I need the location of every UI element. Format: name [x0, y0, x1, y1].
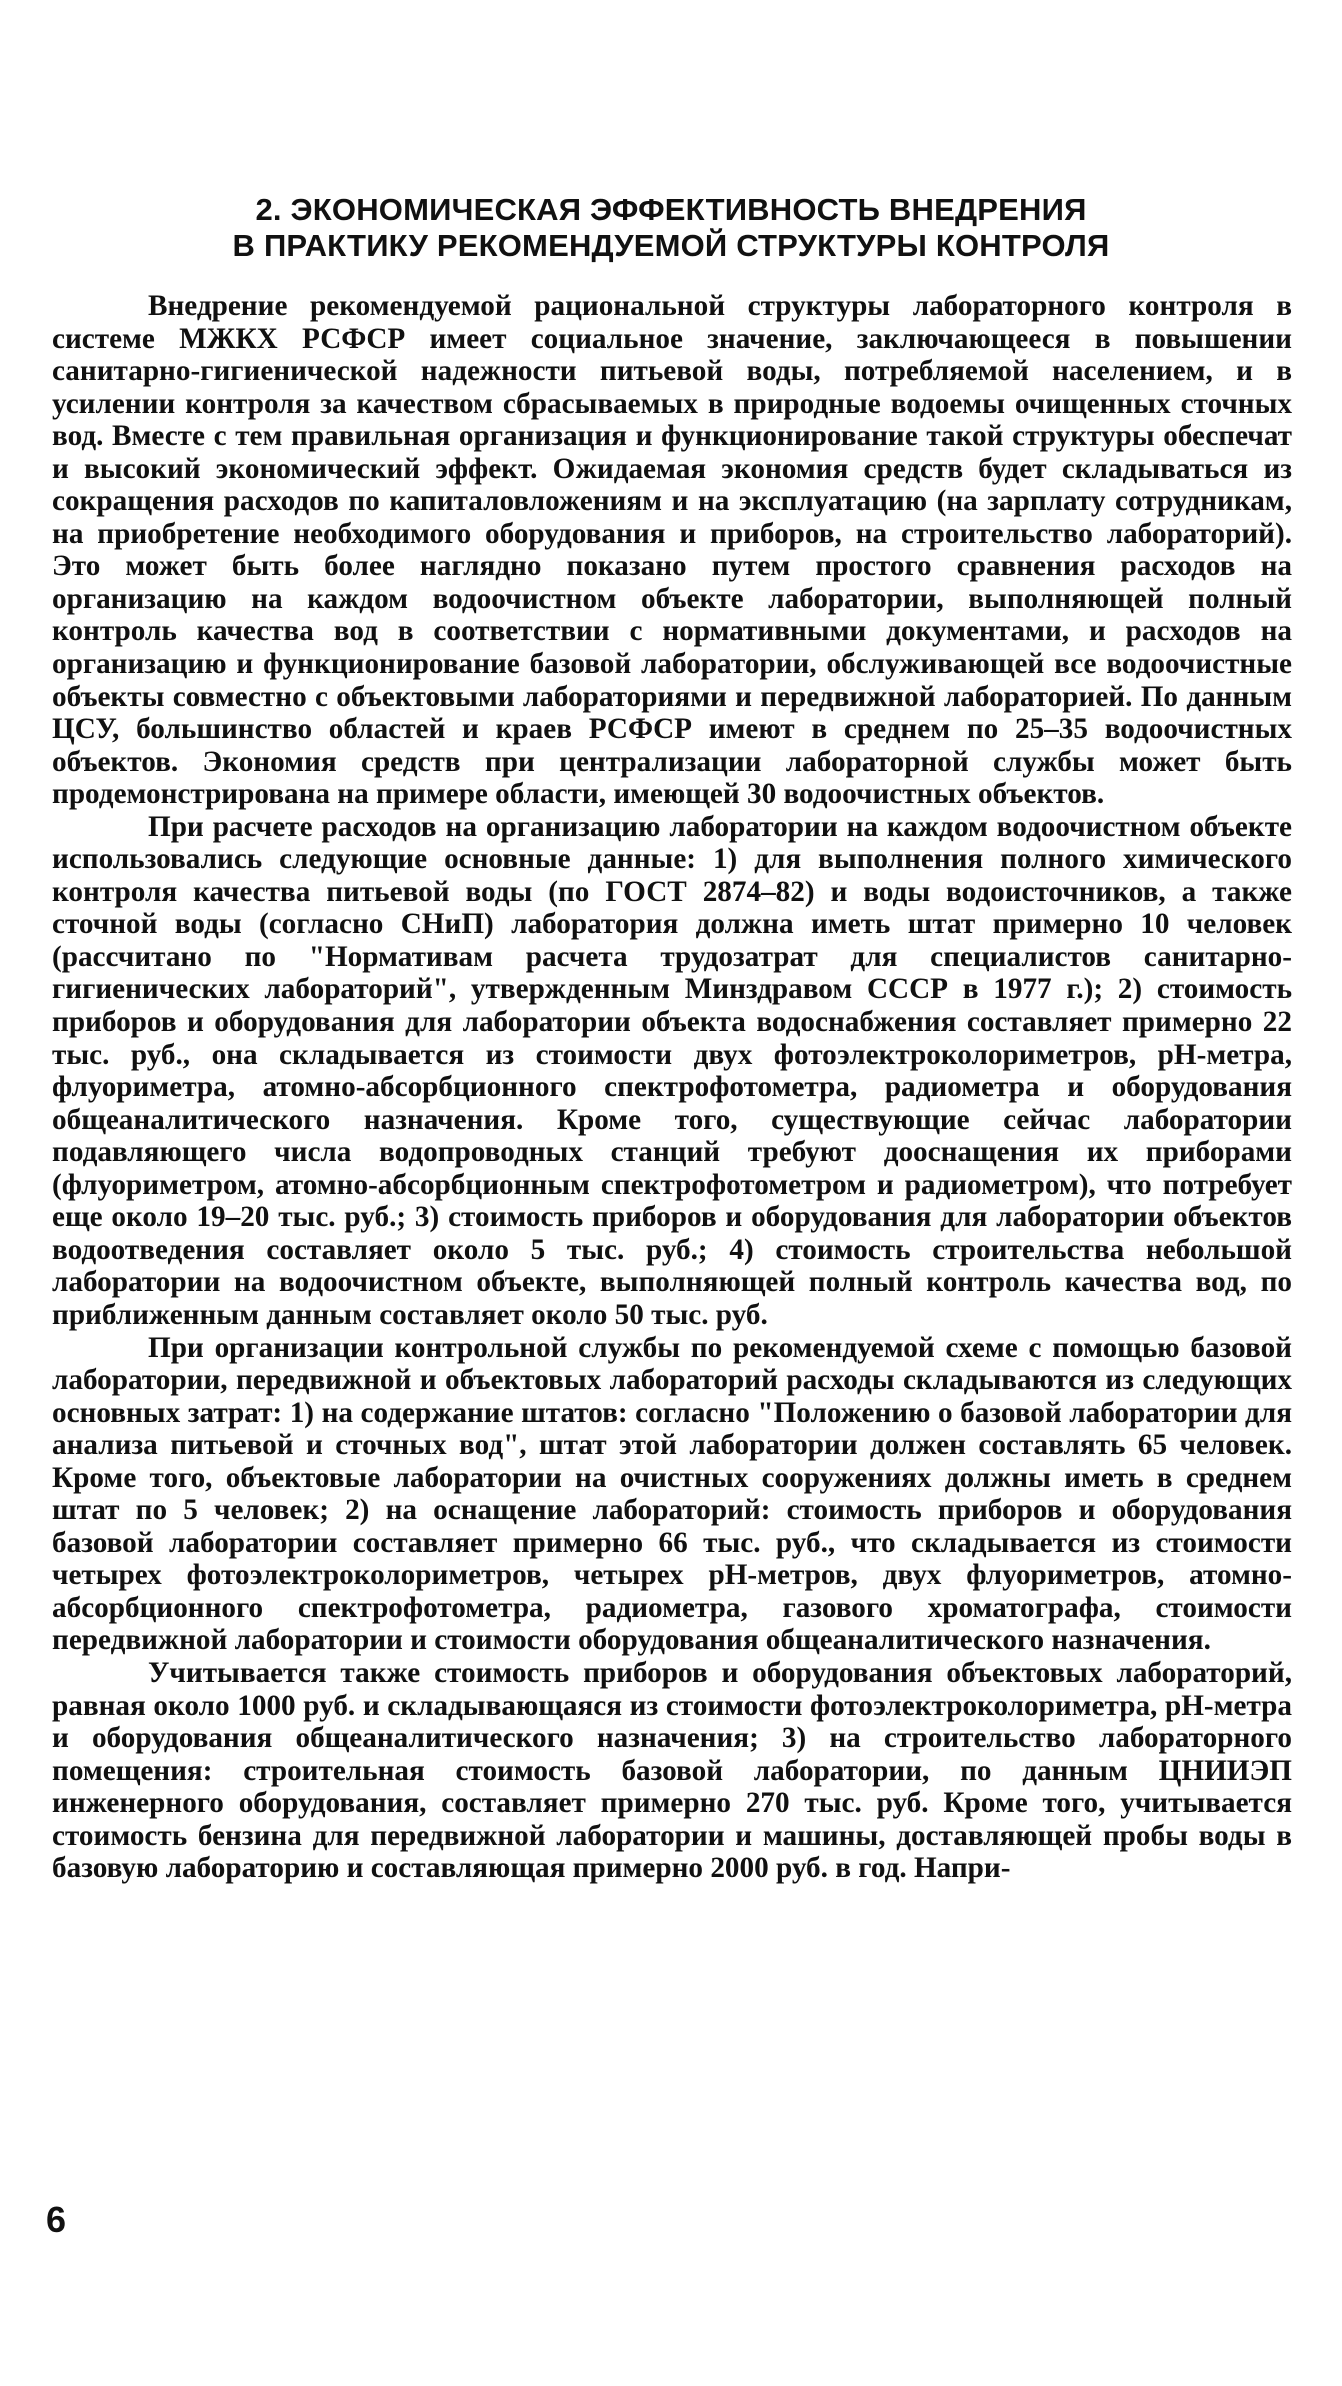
paragraph-2: При расчете расходов на организацию лаборатории на каждом водоочистном объекте использовались следующие основные данные: 1) для выполнения полного химического контроля качества питьевой воды (по ГОСТ 2874–82) и воды водоисточников, а также сточной воды (согласно СНиП) лаборатория должна иметь штат примерно 10 человек (рассчитано по "Нормативам расчета трудозатрат для специалистов санитарно-гигиенических лабораторий", утвержденным Минздравом СССР в 1977 г.); 2) стоимость приборов и оборудования для лаборатории объекта водоснабжения составляет примерно 22 тыс. руб., она складывается из стоимости двух фотоэлектроколориметров, pH-метра, флуориметра, атомно-абсорбционного спектрофотометра, радиометра и оборудования общеаналитического назначения. Кроме того, существующие сейчас лаборатории подавляющего числа водопроводных станций требуют дооснащения их приборами (флуориметром, атомно-абсорбционным спектрофотометром и радиометром), что потребует еще около 19–20 тыс. руб.; 3) стоимость приборов и оборудования для лаборатории объектов водоотведения составляет около 5 тыс. руб.; 4) стоимость строительства небольшой лаборатории на водоочистном объекте, выполняющей полный контроль качества вод, по приближенным данным составляет около 50 тыс. руб.	[52, 810, 1292, 1331]
section-heading	[150, 192, 1192, 264]
section-heading-line-1: 2. ЭКОНОМИЧЕСКАЯ ЭФФЕКТИВНОСТЬ ВНЕДРЕНИЯ	[255, 192, 1087, 227]
paragraph-4: Учитывается также стоимость приборов и оборудования объектовых лабораторий, равная около 1000 руб. и складывающаяся из стоимости фотоэлектроколориметра, pH-метра и оборудования общеаналитического назначения; 3) на строительство лабораторного помещения: строительная стоимость базовой лаборатории, по данным ЦНИИЭП инженерного оборудования, составляет примерно 270 тыс. руб. Кроме того, учитывается стоимость бензина для передвижной лаборатории и машины, доставляющей пробы воды в базовую лабораторию и составляющая примерно 2000 руб. в год. Напри-	[52, 1656, 1292, 1885]
paragraph-1: Внедрение рекомендуемой рациональной структуры лабораторного контроля в системе МЖКХ РСФСР имеет социальное значение, заключающееся в повышении санитарно-гигиенической надежности питьевой воды, потребляемой населением, и в усилении контроля за качеством сбрасываемых в природные водоемы очищенных сточных вод. Вместе с тем правильная организация и функционирование такой структуры обеспечат и высокий экономический эффект. Ожидаемая экономия средств будет складываться из сокращения расходов по капиталовложениям и на эксплуатацию (на зарплату сотрудникам, на приобретение необходимого оборудования и приборов, на строительство лабораторий). Это может быть более наглядно показано путем простого сравнения расходов на организацию на каждом водоочистном объекте лаборатории, выполняющей полный контроль качества вод в соответствии с нормативными документами, и расходов на организацию и функционирование базовой лаборатории, обслуживающей все водоочистные объекты совместно с объектовыми лабораториями и передвижной лабораторией. По данным ЦСУ, большинство областей и краев РСФСР имеют в среднем по 25–35 водоочистных объектов. Экономия средств при централизации лабораторной службы может быть продемонстрирована на примере области, имеющей 30 водоочистных объектов.	[52, 290, 1292, 811]
paragraph-3: При организации контрольной службы по рекомендуемой схеме с помощью базовой лаборатории, передвижной и объектовых лабораторий расходы складываются из следующих основных затрат: 1) на содержание штатов: согласно "Положению о базовой лаборатории для анализа питьевой и сточных вод", штат этой лаборатории должен составлять 65 человек. Кроме того, объектовые лаборатории на очистных сооружениях должны иметь в среднем штат по 5 человек; 2) на оснащение лабораторий: стоимость приборов и оборудования базовой лаборатории составляет примерно 66 тыс. руб., что складывается из стоимости четырех фотоэлектроколориметров, четырех pH-метров, двух флуориметров, атомно-абсорбционного спектрофотометра, радиометра, газового хроматографа, стоимости передвижной лаборатории и стоимости оборудования общеаналитического назначения.	[52, 1331, 1292, 1657]
body-text	[52, 290, 1292, 1885]
page-number: 6	[46, 2199, 67, 2240]
section-heading-line-2: В ПРАКТИКУ РЕКОМЕНДУЕМОЙ СТРУКТУРЫ КОНТРОЛЯ	[232, 228, 1110, 263]
